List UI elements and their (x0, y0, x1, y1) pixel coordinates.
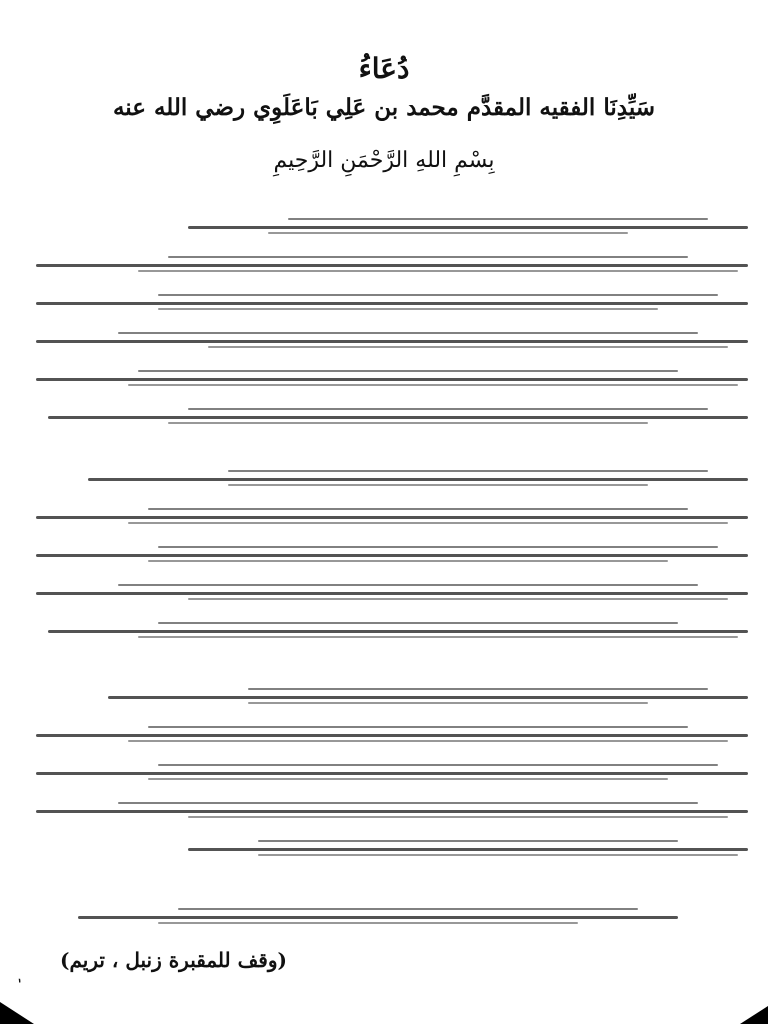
text-line (28, 832, 748, 866)
text-line (28, 462, 748, 496)
text-line (28, 756, 748, 790)
text-line (28, 400, 748, 434)
closing-line (78, 900, 678, 934)
text-line (28, 500, 748, 534)
dua-paragraph-1 (28, 210, 748, 438)
scan-corner-right (740, 1006, 768, 1024)
basmala: بِسْمِ اللهِ الرَّحْمَنِ الرَّحِيمِ (273, 148, 495, 173)
text-line (28, 248, 748, 282)
text-line (28, 286, 748, 320)
scan-corner-left (0, 1002, 34, 1024)
text-line (28, 794, 748, 828)
text-line (28, 614, 748, 648)
text-line (28, 680, 748, 714)
dua-paragraph-2 (28, 462, 748, 652)
text-line (28, 210, 748, 244)
text-line (28, 538, 748, 572)
text-line (28, 718, 748, 752)
text-line (28, 576, 748, 610)
text-line (28, 324, 748, 358)
page-title: دُعَاءُ (358, 52, 410, 85)
waqf-footer-note: (وقف للمقبرة زنبل ، تريم) (60, 948, 287, 972)
page-subtitle: سَيِّدِنَا الفقيه المقدَّم محمد بن عَلِي بَاعَلَوِي رضي الله عنه (112, 94, 656, 121)
dua-paragraph-3 (28, 680, 748, 870)
text-line (28, 362, 748, 396)
